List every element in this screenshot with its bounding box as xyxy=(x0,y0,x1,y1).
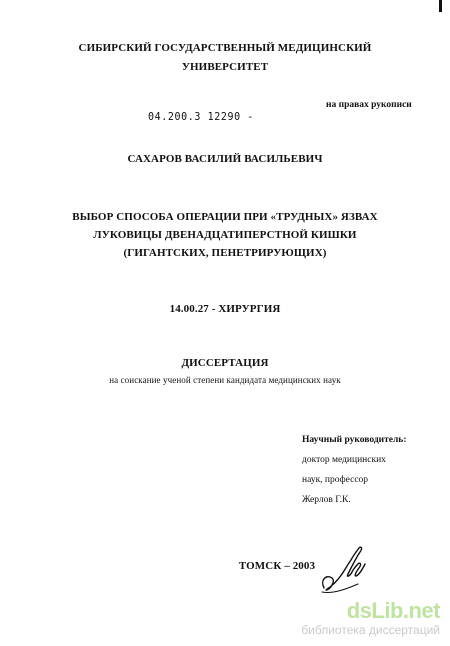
supervisor-heading: Научный руководитель: xyxy=(302,435,407,445)
thesis-title-line-2: ЛУКОВИЦЫ ДВЕНАДЦАТИПЕРСТНОЙ КИШКИ xyxy=(93,229,357,241)
document-type: ДИССЕРТАЦИЯ xyxy=(181,357,269,369)
university-name-line-1: СИБИРСКИЙ ГОСУДАРСТВЕННЫЙ МЕДИЦИНСКИЙ xyxy=(78,42,372,54)
handwritten-signature xyxy=(318,540,376,600)
supervisor-degree-line-1: доктор медицинских xyxy=(302,455,386,465)
watermark-logo: dsLib.net xyxy=(346,598,440,623)
manuscript-rights-note: на правах рукописи xyxy=(326,100,412,110)
dslib-watermark xyxy=(280,598,444,640)
thesis-title-line-1: ВЫБОР СПОСОБА ОПЕРАЦИИ ПРИ «ТРУДНЫХ» ЯЗВАХ xyxy=(72,211,378,223)
thesis-title-line-3: (ГИГАНТСКИХ, ПЕНЕТРИРУЮЩИХ) xyxy=(123,247,327,259)
supervisor-degree-line-2: наук, профессор xyxy=(302,475,369,485)
supervisor-block xyxy=(302,430,442,510)
watermark-subtitle: библиотека диссертаций xyxy=(301,623,440,637)
university-name-line-2: УНИВЕРСИТЕТ xyxy=(181,61,269,73)
scan-edge-mark xyxy=(439,0,442,12)
city-and-year: ТОМСК – 2003 xyxy=(238,560,316,572)
degree-purpose: на соискание ученой степени кандидата медицинских наук xyxy=(109,375,341,385)
supervisor-name: Жерлов Г.К. xyxy=(302,495,351,505)
specialty-code: 14.00.27 - ХИРУРГИЯ xyxy=(169,303,281,315)
author-name: САХАРОВ ВАСИЛИЙ ВАСИЛЬЕВИЧ xyxy=(127,153,323,165)
registration-number-stamp: 04.200.3 12290 - xyxy=(148,111,254,124)
